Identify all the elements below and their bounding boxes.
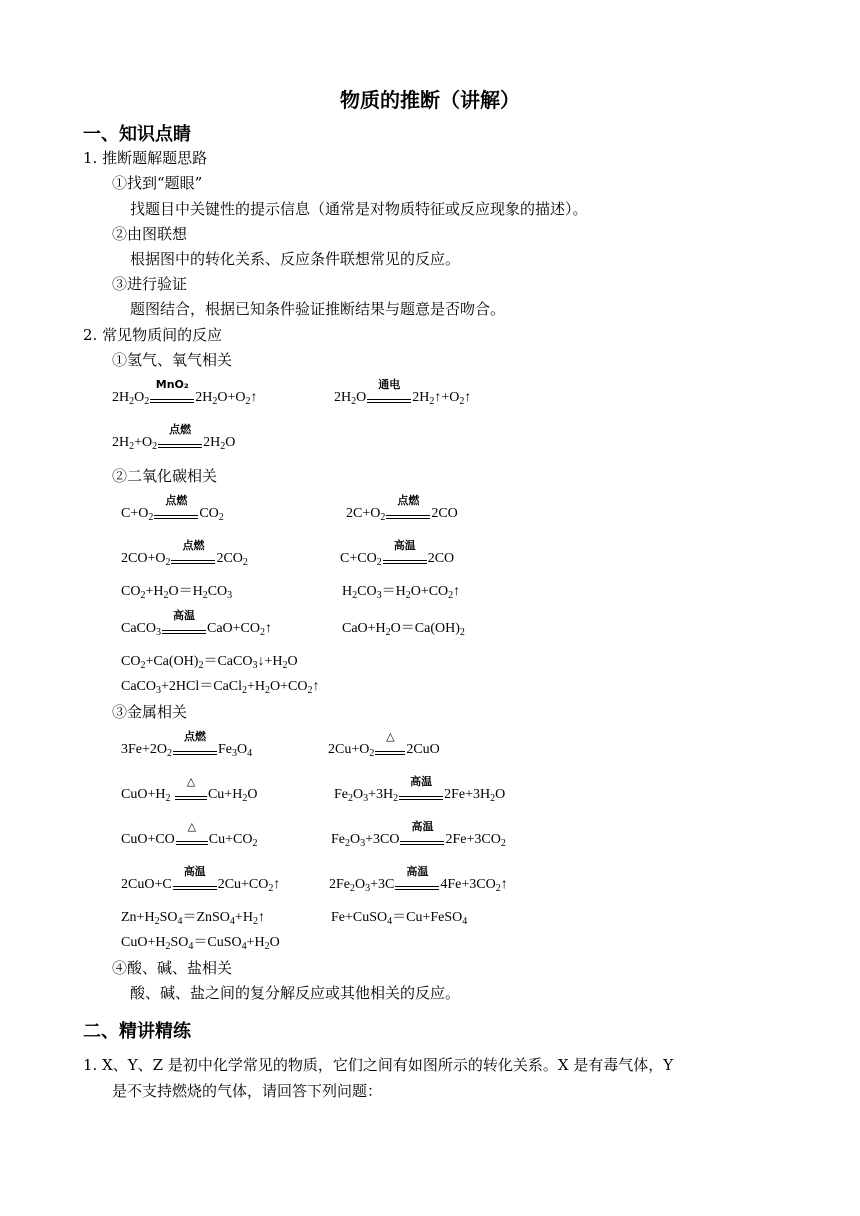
equation: $CuO+H_2$ △ $Cu+H_2O$ xyxy=(121,775,258,804)
group-carbon-dioxide: ②二氧化碳相关 xyxy=(112,467,218,485)
section-heading-knowledge: 一、知识点睛 xyxy=(83,124,191,145)
equation: CuO+CO △ $Cu+CO_2$ xyxy=(121,820,258,849)
question-1-line1: 1. X、Y、Z 是初中化学常见的物质，它们之间有如图所示的转化关系。X 是有毒气体，Y xyxy=(83,1056,674,1074)
list-item-1: 1. 推断题解题思路 xyxy=(83,149,208,167)
equation: $2C+O_2$ 点燃 2CO xyxy=(346,494,458,523)
step-associate-desc: 根据图中的转化关系、反应条件联想常见的反应。 xyxy=(130,250,461,268)
equation: $Zn+H_2SO_4=ZnSO_4+H_2↑$ xyxy=(121,910,265,927)
equation: $2Fe_2O_3+3C$ 高温 $4Fe+3CO_2↑$ xyxy=(329,865,508,894)
equation: Fe+CuSO$_4$＝Cu+FeSO$_4$ xyxy=(331,910,468,927)
list-item-2: 2. 常见物质间的反应 xyxy=(83,326,223,344)
page-title: 物质的推断（讲解） xyxy=(340,88,520,112)
equation: $CaO+H_2O=Ca(OH)_2$ xyxy=(342,621,465,638)
equation: $H_2CO_3=H_2O+CO_2↑$ xyxy=(342,584,461,601)
equation: 2CuO+C 高温 $2Cu+CO_2↑$ xyxy=(121,865,281,894)
equation: $Fe_2O_3+3CO$ 高温 $2Fe+3CO_2$ xyxy=(331,820,506,849)
equation: $CO_2+H_2O=H_2CO_3$ xyxy=(121,584,233,601)
equation: $2H_2+O_2$ 点燃 $2H_2O$ xyxy=(112,423,236,452)
equation: $2CO+O_2$ 点燃 $2CO_2$ xyxy=(121,539,248,568)
equation: $Fe_2O_3+3H_2$ 高温 $2Fe+3H_2O$ xyxy=(334,775,506,804)
equation: $C+CO_2$ 高温 2CO xyxy=(340,539,455,568)
step-find: ①找到“题眼” xyxy=(112,174,203,192)
equation: $3Fe+2O_2$ 点燃 $Fe_3O_4$ xyxy=(121,730,253,759)
group-acid-base-salt: ④酸、碱、盐相关 xyxy=(112,959,233,977)
step-find-desc: 找题目中关键性的提示信息（通常是对物质特征或反应现象的描述）。 xyxy=(130,200,588,218)
group-metals: ③金属相关 xyxy=(112,703,188,721)
equation: $CO_2+Ca(OH)_2=CaCO_3↓+H_2O$ xyxy=(121,654,298,671)
group-hydrogen-oxygen: ①氢气、氧气相关 xyxy=(112,351,233,369)
group-acid-base-salt-desc: 酸、碱、盐之间的复分解反应或其他相关的反应。 xyxy=(130,984,461,1002)
equation: $CuO+H_2SO_4=CuSO_4+H_2O$ xyxy=(121,935,280,952)
equation: $2H_2O_2$ MnO₂ $2H_2O+O_2↑$ xyxy=(112,378,258,407)
equation: CaCO$_3$ 高温 $CaO+CO_2↑$ xyxy=(121,609,273,638)
question-1-line2: 是不支持燃烧的气体，请回答下列问题： xyxy=(112,1082,383,1100)
equation: $2Cu+O_2$ △ 2CuO xyxy=(328,730,440,759)
equation: $CaCO_3+2HCl=CaCl_2+H_2O+CO_2↑$ xyxy=(121,679,320,696)
equation: $2H_2O$ 通电 $2H_2↑+O_2↑$ xyxy=(334,378,472,407)
step-verify-desc: 题图结合，根据已知条件验证推断结果与题意是否吻合。 xyxy=(130,300,506,318)
section-heading-practice: 二、精讲精练 xyxy=(83,1021,191,1042)
step-associate: ②由图联想 xyxy=(112,225,188,243)
equation: $C+O_2$ 点燃 $CO_2$ xyxy=(121,494,224,523)
step-verify: ③进行验证 xyxy=(112,275,188,293)
